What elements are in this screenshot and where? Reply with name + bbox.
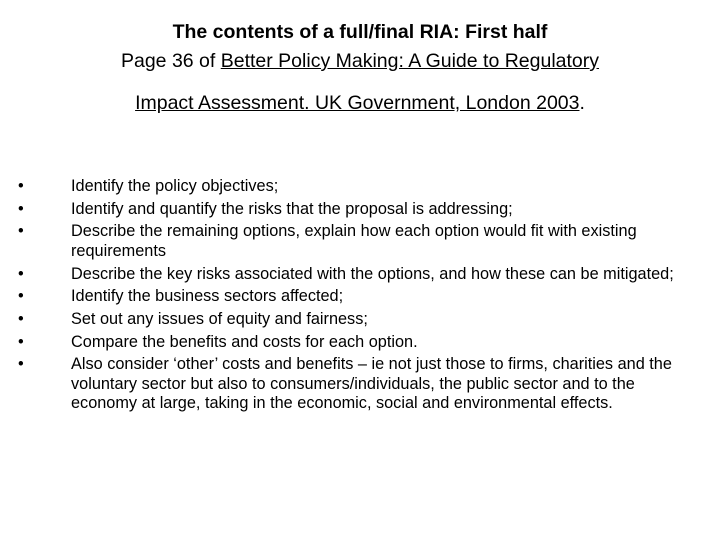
- bullet-icon: •: [18, 264, 24, 283]
- bullet-icon: •: [18, 309, 24, 328]
- bullet-text: Describe the key risks associated with the options, and how these can be mitigated;: [71, 264, 674, 283]
- bullet-text: Also consider ‘other’ costs and benefits – ie not just those to firms, charities and the voluntary sector but also to consumers/individuals, the public sector and to the economy at large, taking in the economic, social and environmental effects.: [71, 355, 672, 413]
- source-link[interactable]: Better Policy Making: A Guide to Regulatory: [220, 50, 600, 72]
- list-item: [14, 200, 684, 220]
- list-item: [14, 265, 684, 285]
- bullet-icon: •: [18, 332, 24, 351]
- bullet-text: Identify and quantify the risks that the proposal is addressing;: [71, 199, 513, 218]
- bullet-icon: •: [18, 199, 24, 218]
- bullet-text: Identify the business sectors affected;: [71, 287, 344, 306]
- subtitle-prefix: Page 36 of: [120, 50, 221, 72]
- bullet-icon: •: [18, 177, 24, 195]
- source-link-continued[interactable]: Impact Assessment. UK Government, London 2003: [135, 92, 580, 114]
- bullet-icon: •: [18, 287, 24, 306]
- bullet-text: Describe the remaining options, explain how each option would fit with existing requirements: [71, 222, 637, 260]
- bullet-text: Identify the policy objectives;: [71, 177, 279, 195]
- list-item: [14, 222, 684, 261]
- list-item: [14, 310, 684, 330]
- subtitle-row-2: [40, 89, 680, 118]
- bullet-icon: •: [18, 222, 24, 241]
- bullet-text: Set out any issues of equity and fairness;: [71, 309, 368, 328]
- bullet-icon: •: [18, 355, 24, 374]
- slide-title: The contents of a full/final RIA: First half: [172, 21, 548, 43]
- bullet-list: [14, 177, 684, 417]
- subtitle-suffix: .: [579, 92, 585, 114]
- list-item: [14, 355, 684, 414]
- slide-subtitle: [40, 47, 680, 118]
- list-item: [14, 333, 684, 353]
- bullet-text: Compare the benefits and costs for each option.: [71, 332, 418, 351]
- list-item: [14, 177, 684, 197]
- list-item: [14, 287, 684, 307]
- title-block: [40, 18, 680, 118]
